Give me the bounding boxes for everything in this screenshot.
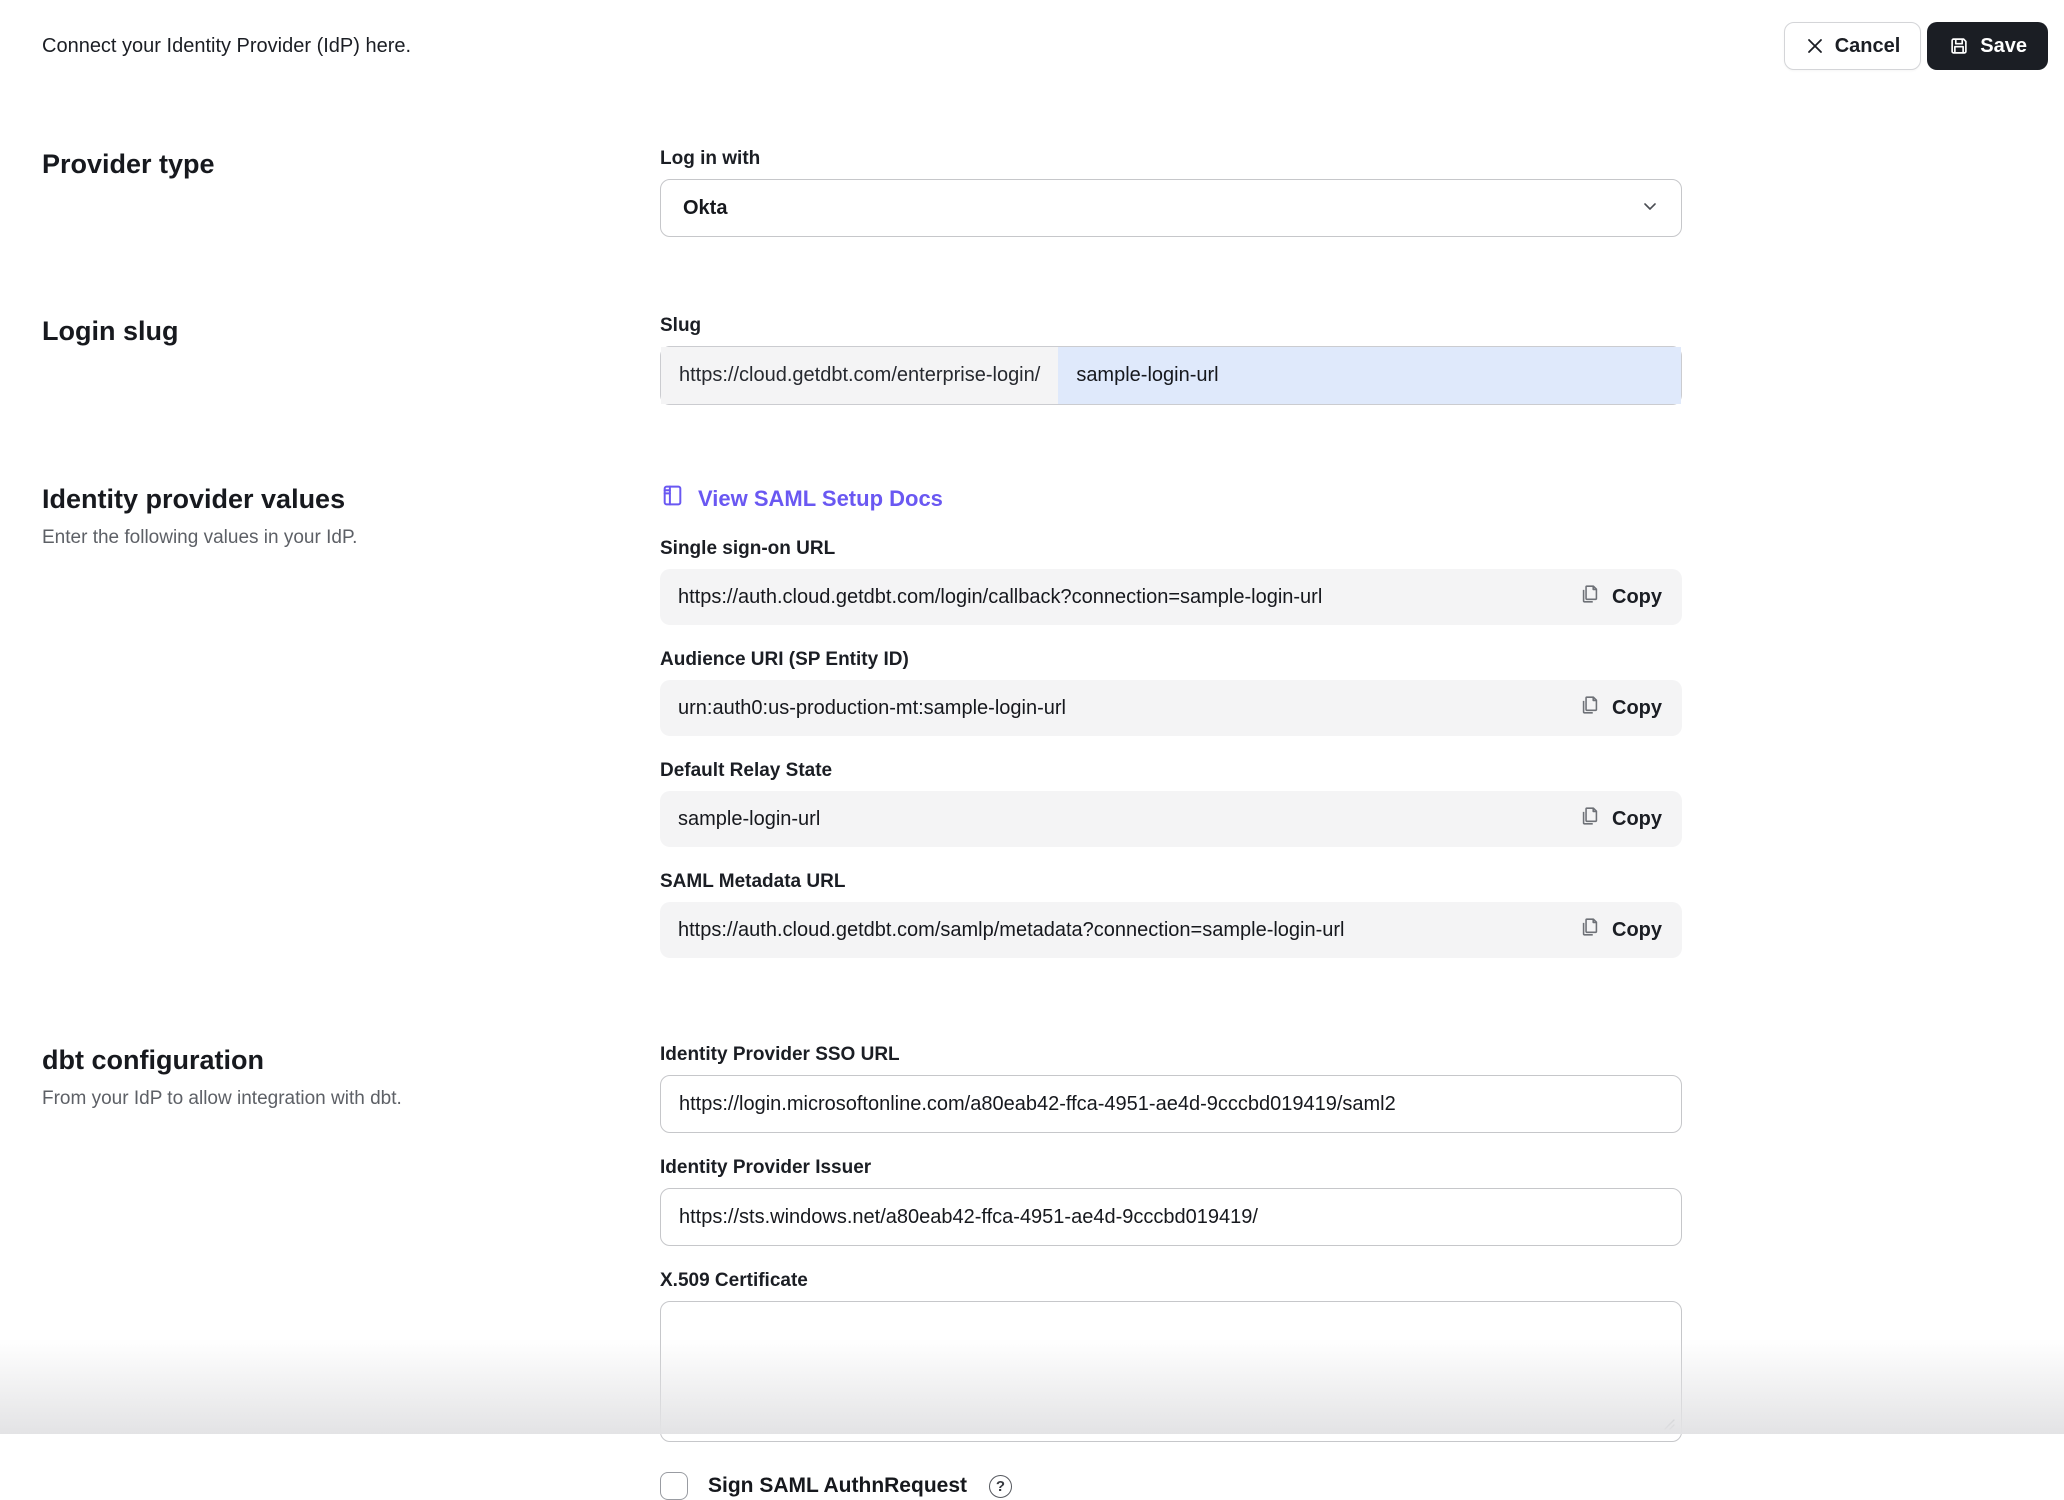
provider-select[interactable] [660,179,1682,237]
sign-authn-checkbox[interactable] [660,1472,688,1500]
saml-metadata-value: https://auth.cloud.getdbt.com/samlp/metadata?connection=sample-login-url [678,918,1345,941]
provider-type-title: Provider type [42,149,215,179]
saml-metadata-label: SAML Metadata URL [660,871,846,892]
save-button[interactable] [1927,22,2048,70]
saml-metadata-field [660,871,1682,958]
relay-state-field [660,760,1682,847]
relay-state-label: Default Relay State [660,760,833,781]
chevron-down-icon [1641,197,1659,220]
save-button-label: Save [1980,34,2027,57]
certificate-textarea[interactable] [660,1301,1682,1442]
copy-icon [1579,583,1601,611]
saml-docs-link-label: View SAML Setup Docs [698,485,943,511]
slug-input-group [660,346,1682,405]
audience-uri-value: urn:auth0:us-production-mt:sample-login-url [678,696,1066,719]
idp-sso-url-label: Identity Provider SSO URL [660,1044,900,1065]
certificate-label: X.509 Certificate [660,1270,808,1291]
idp-values-subtitle: Enter the following values in your IdP. [42,527,358,548]
idp-issuer-input[interactable] [660,1188,1682,1246]
audience-uri-label: Audience URI (SP Entity ID) [660,649,909,670]
relay-state-box [660,791,1682,847]
copy-sso-url-button[interactable] [1579,583,1662,611]
topbar [0,0,2064,70]
section-login-slug [42,315,2064,405]
login-with-label: Log in with [660,148,761,169]
login-slug-title: Login slug [42,316,179,346]
copy-button-label: Copy [1612,807,1662,830]
cancel-button-label: Cancel [1834,34,1901,57]
audience-uri-field [660,649,1682,736]
help-icon[interactable]: ? [989,1475,1012,1498]
copy-icon [1579,916,1601,944]
copy-button-label: Copy [1612,696,1662,719]
saml-docs-link[interactable] [660,483,943,514]
relay-state-value: sample-login-url [678,807,821,830]
copy-icon [1579,694,1601,722]
close-icon [1805,36,1825,56]
cancel-button[interactable] [1784,22,1922,70]
dbt-configuration-subtitle: From your IdP to allow integration with dbt. [42,1088,402,1109]
slug-input[interactable] [1058,347,1681,404]
sso-url-field [660,538,1682,625]
idp-sso-url-input[interactable] [660,1075,1682,1133]
save-icon [1948,35,1970,57]
copy-button-label: Copy [1612,918,1662,941]
dbt-configuration-title: dbt configuration [42,1045,264,1075]
topbar-actions [1784,22,2048,70]
section-provider-type [42,148,2064,237]
idp-values-title: Identity provider values [42,484,346,514]
slug-url-prefix: https://cloud.getdbt.com/enterprise-login/ [661,347,1058,404]
section-idp-values [42,483,2064,958]
copy-audience-uri-button[interactable] [1579,694,1662,722]
settings-form [0,148,2064,1500]
sign-authn-label: Sign SAML AuthnRequest [708,1474,967,1497]
sso-url-value: https://auth.cloud.getdbt.com/login/callback?connection=sample-login-url [678,585,1323,608]
copy-relay-state-button[interactable] [1579,805,1662,833]
copy-button-label: Copy [1612,585,1662,608]
certificate-block [660,1270,1682,1442]
book-icon [660,483,685,514]
audience-uri-box [660,680,1682,736]
page-description: Connect your Identity Provider (IdP) here. [42,34,412,57]
slug-label: Slug [660,315,702,336]
copy-icon [1579,805,1601,833]
sign-authn-row [660,1472,1682,1500]
sso-url-box [660,569,1682,625]
idp-issuer-block [660,1157,1682,1246]
idp-issuer-label: Identity Provider Issuer [660,1157,872,1178]
provider-select-value: Okta [683,196,728,219]
copy-saml-metadata-button[interactable] [1579,916,1662,944]
saml-metadata-box [660,902,1682,958]
section-dbt-configuration [42,1044,2064,1500]
idp-sso-url-block [660,1044,1682,1133]
sso-url-label: Single sign-on URL [660,538,836,559]
